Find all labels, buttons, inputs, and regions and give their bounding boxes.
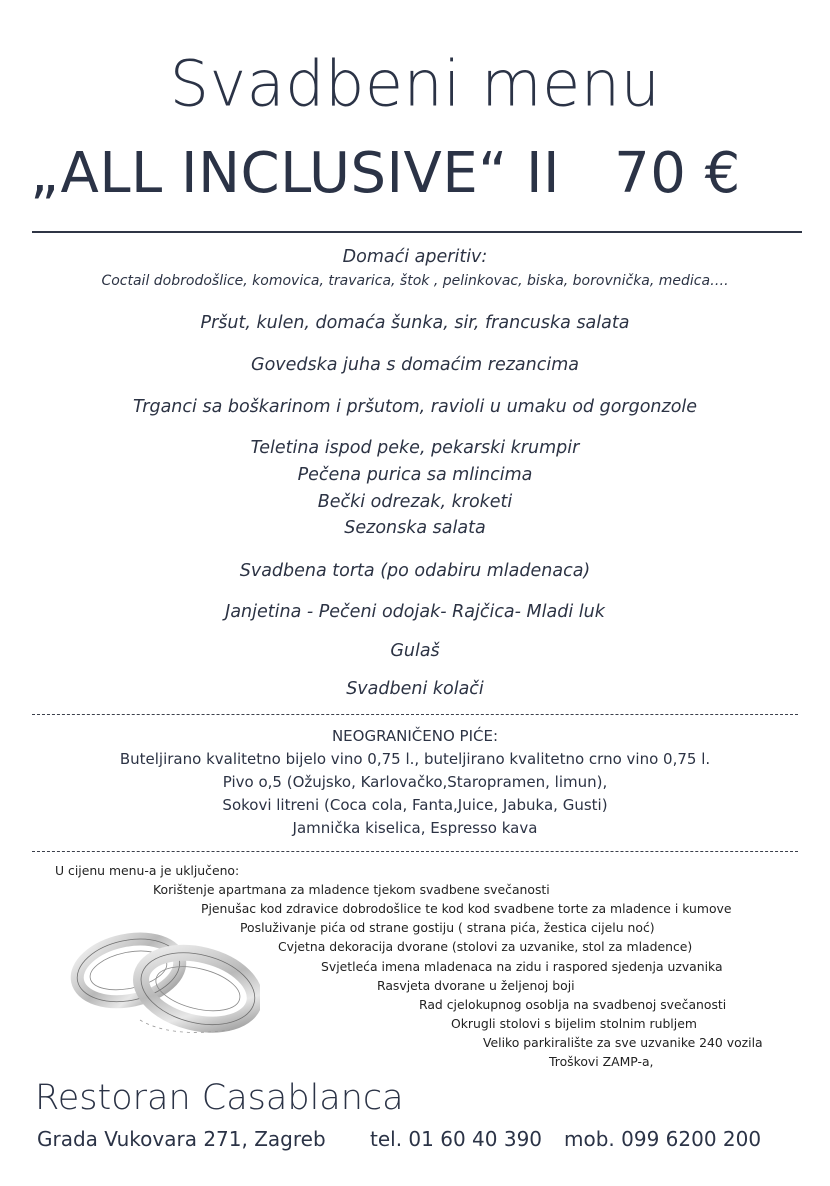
drinks-line: Pivo o,5 (Ožujsko, Karlovačko,Staropramen, limun), xyxy=(222,773,608,791)
included-item: Posluživanje pića od strane gostiju ( strana pića, žestica cijelu noć) xyxy=(240,920,655,935)
course-item: Pečena purica sa mlincima xyxy=(297,465,533,485)
restaurant-name: Restoran Casablanca xyxy=(35,1078,404,1118)
included-item: Troškovi ZAMP-a, xyxy=(549,1054,654,1069)
course-item: Gulaš xyxy=(390,641,440,661)
course-item: Trganci sa boškarinom i pršutom, ravioli u umaku od gorgonzole xyxy=(132,397,698,417)
course-item: Svadbena torta (po odabiru mladenaca) xyxy=(239,561,591,581)
drinks-line: Sokovi litreni (Coca cola, Fanta,Juice, Jabuka, Gusti) xyxy=(222,796,608,814)
aperitif-heading: Domaći aperitiv: xyxy=(342,247,488,267)
page-title: Svadbeni menu xyxy=(169,46,661,121)
included-item: Okrugli stolovi s bijelim stolnim rubljem xyxy=(451,1016,697,1031)
included-item: Svjetleća imena mladenaca na zidu i raspored sjedenja uzvanika xyxy=(321,959,723,974)
course-item: Sezonska salata xyxy=(344,518,486,538)
course-item: Pršut, kulen, domaća šunka, sir, francuska salata xyxy=(200,313,630,333)
wedding-rings-icon xyxy=(70,908,260,1043)
title-divider xyxy=(32,231,802,233)
included-item: Pjenušac kod zdravice dobrodošlice te kod kod svadbene torte za mladence i kumove xyxy=(201,901,732,916)
course-item: Govedska juha s domaćim rezancima xyxy=(251,355,579,375)
included-item: Cvjetna dekoracija dvorane (stolovi za uzvanike, stol za mladence) xyxy=(278,939,693,954)
included-item: Rasvjeta dvorane u željenoj boji xyxy=(377,978,575,993)
included-item: Rad cjelokupnog osoblja na svadbenoj svečanosti xyxy=(419,997,727,1012)
menu-name: „ALL INCLUSIVE“ II xyxy=(30,141,561,206)
restaurant-phone: tel. 01 60 40 390 xyxy=(370,1127,543,1151)
course-item: Teletina ispod peke, pekarski krumpir xyxy=(250,438,580,458)
included-heading: U cijenu menu-a je uključeno: xyxy=(55,863,240,878)
section-divider xyxy=(32,851,798,852)
menu-price: 70 € xyxy=(614,141,741,206)
course-item: Janjetina - Pečeni odojak- Rajčica- Mladi luk xyxy=(225,602,605,622)
drinks-line: Jamnička kiselica, Espresso kava xyxy=(292,819,538,837)
restaurant-address: Grada Vukovara 271, Zagreb xyxy=(37,1127,326,1151)
course-item: Bečki odrezak, kroketi xyxy=(317,492,513,512)
menu-subtitle xyxy=(30,134,741,214)
included-item: Korištenje apartmana za mladence tjekom svadbene svečanosti xyxy=(153,882,550,897)
course-item: Svadbeni kolači xyxy=(346,679,484,699)
included-item: Veliko parkiralište za sve uzvanike 240 vozila xyxy=(483,1035,763,1050)
drinks-line: Buteljirano kvalitetno bijelo vino 0,75 l., buteljirano kvalitetno crno vino 0,75 l. xyxy=(119,750,711,768)
drinks-heading: NEOGRANIČENO PIĆE: xyxy=(331,727,499,745)
section-divider xyxy=(32,714,798,715)
aperitif-list: Coctail dobrodošlice, komovica, travarica, štok , pelinkovac, biska, borovnička, medica…. xyxy=(101,273,729,289)
restaurant-mobile: mob. 099 6200 200 xyxy=(564,1127,762,1151)
